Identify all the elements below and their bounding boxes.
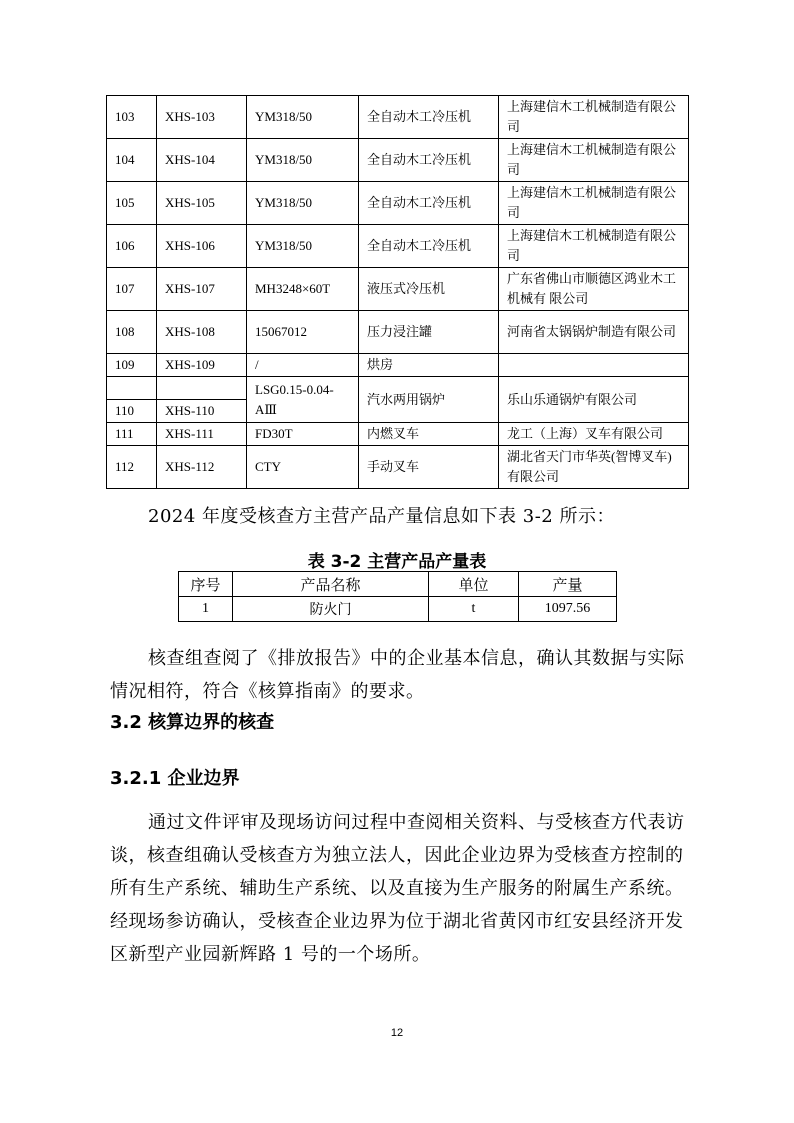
table-row [107,354,689,377]
cell-name: 手动叉车 [359,446,499,489]
check-paragraph: 核查组查阅了《排放报告》中的企业基本信息，确认其数据与实际情况相符，符合《核算指南》的要求。 [110,648,685,702]
cell-model: YM318/50 [247,225,359,268]
table-caption: 表 3-2 主营产品产量表 [307,552,487,572]
page-number: 12 [390,1027,404,1039]
cell-empty [107,377,157,400]
cell-code: XHS-106 [157,225,247,268]
cell-maker: 上海建信木工机械制造有限公司 [499,225,689,268]
table-row [107,377,689,400]
table-row [107,96,689,139]
cell-product: 防火门 [233,597,429,622]
cell-code: XHS-107 [157,268,247,311]
cell-no: 110 [107,400,157,423]
cell-maker: 湖北省天门市华英(智博叉车)有限公司 [499,446,689,489]
cell-no: 107 [107,268,157,311]
cell-model: YM318/50 [247,96,359,139]
cell-no: 108 [107,311,157,354]
cell-name: 内燃叉车 [359,423,499,446]
table-row [107,268,689,311]
cell-unit: t [429,597,519,622]
cell-code: XHS-112 [157,446,247,489]
cell-maker: 广东省佛山市顺德区鸿业木工机械有 限公司 [499,268,689,311]
cell-maker: 上海建信木工机械制造有限公司 [499,139,689,182]
table-row [107,182,689,225]
cell-maker: 乐山乐通锅炉有限公司 [499,377,689,423]
cell-model: YM318/50 [247,182,359,225]
cell-maker: 河南省太锅锅炉制造有限公司 [499,311,689,354]
cell-no: 106 [107,225,157,268]
product-table [178,571,617,622]
cell-no: 105 [107,182,157,225]
cell-no: 1 [179,597,233,622]
cell-model: 15067012 [247,311,359,354]
table-row [107,225,689,268]
header-no: 序号 [179,572,233,597]
equipment-table [106,95,689,489]
header-unit: 单位 [429,572,519,597]
cell-name: 压力浸注罐 [359,311,499,354]
cell-empty [157,377,247,400]
cell-maker: 上海建信木工机械制造有限公司 [499,182,689,225]
cell-code: XHS-103 [157,96,247,139]
cell-no: 109 [107,354,157,377]
cell-maker [499,354,689,377]
cell-name: 汽水两用锅炉 [359,377,499,423]
cell-model: FD30T [247,423,359,446]
section-heading: 3.2 核算边界的核查 [110,712,275,733]
cell-code: XHS-105 [157,182,247,225]
cell-code: XHS-109 [157,354,247,377]
cell-name: 全自动木工冷压机 [359,96,499,139]
cell-name: 烘房 [359,354,499,377]
cell-no: 112 [107,446,157,489]
cell-name: 全自动木工冷压机 [359,182,499,225]
cell-model: / [247,354,359,377]
table-row [107,446,689,489]
cell-code: XHS-111 [157,423,247,446]
cell-model: LSG0.15-0.04- AⅢ [247,377,359,423]
table-row [107,423,689,446]
boundary-paragraph: 通过文件评审及现场访问过程中查阅相关资料、与受核查方代表访谈，核查组确认受核查方为独立法人，因此企业边界为受核查方控制的所有生产系统、辅助生产系统、以及直接为生产服务的附属生产系统。经现场参访确认，受核查企业边界为位于湖北省黄冈市红安县经济开发区新型产业园新辉路 1 号的一个场所。 [110,812,685,965]
cell-code: XHS-110 [157,400,247,423]
table-row [107,139,689,182]
header-output: 产量 [519,572,617,597]
table-header-row [179,572,617,597]
cell-output: 1097.56 [519,597,617,622]
header-product: 产品名称 [233,572,429,597]
cell-no: 103 [107,96,157,139]
cell-model: CTY [247,446,359,489]
cell-name: 全自动木工冷压机 [359,139,499,182]
intro-paragraph: 2024 年度受核查方主营产品产量信息如下表 3-2 所示： [148,506,615,527]
cell-no: 111 [107,423,157,446]
cell-no: 104 [107,139,157,182]
table-row [107,311,689,354]
cell-model: YM318/50 [247,139,359,182]
table-row [179,597,617,622]
cell-name: 液压式冷压机 [359,268,499,311]
cell-code: XHS-108 [157,311,247,354]
cell-name: 全自动木工冷压机 [359,225,499,268]
cell-code: XHS-104 [157,139,247,182]
cell-maker: 龙工（上海）叉车有限公司 [499,423,689,446]
subsection-heading: 3.2.1 企业边界 [110,768,240,789]
cell-model: MH3248×60T [247,268,359,311]
cell-maker: 上海建信木工机械制造有限公司 [499,96,689,139]
